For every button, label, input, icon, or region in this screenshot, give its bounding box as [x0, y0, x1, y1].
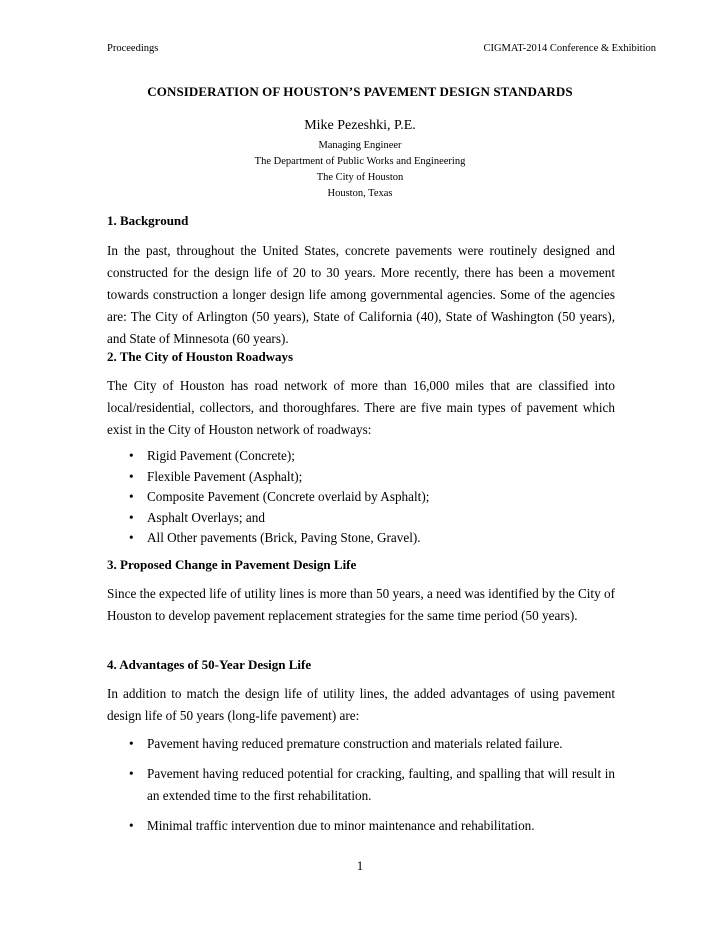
bullet-icon: •	[129, 736, 134, 751]
author-block	[0, 117, 720, 202]
author-title: Managing Engineer	[318, 140, 402, 151]
author-name: Mike Pezeshki, P.E.	[304, 118, 416, 133]
pavement-types-list	[107, 446, 615, 549]
section-proposed	[107, 556, 615, 573]
background-paragraph: In the past, throughout the United States, concrete pavements were routinely designed and constructed for the design life of 20 to 30 years. More recently, there has been a movement towards construction a longer design life among governmental agencies. Some of the agencies are: The City of Arlington (50 years), State of California (40), State of Washington (50 years), and State of Minnesota (60 years).	[107, 243, 615, 346]
list-item: • All Other pavements (Brick, Paving Stone, Gravel).	[107, 528, 615, 549]
list-item: • Asphalt Overlays; and	[107, 508, 615, 529]
paper-title: CONSIDERATION OF HOUSTON’S PAVEMENT DESIGN STANDARDS	[147, 84, 573, 99]
header-left: Proceedings	[107, 43, 159, 54]
proposed-paragraph: Since the expected life of utility lines is more than 50 years, a need was identified by the City of Houston to develop pavement replacement strategies for the same time period (50 years).	[107, 586, 615, 623]
bullet-icon: •	[129, 509, 134, 525]
list-item: • Pavement having reduced premature construction and materials related failure.	[107, 733, 615, 755]
bullet-icon: •	[129, 489, 134, 504]
author-location: Houston, Texas	[327, 188, 393, 199]
list-item: • Flexible Pavement (Asphalt);	[107, 467, 615, 488]
roadways-paragraph: The City of Houston has road network of more than 16,000 miles that are classified into local/residential, collectors, and thoroughfares. There are five main types of pavement which exist in the City of Houston network of roadways:	[107, 378, 615, 437]
section-heading: 3. Proposed Change in Pavement Design Life	[107, 557, 357, 572]
page-number: 1	[356, 858, 364, 873]
bullet-icon: •	[129, 468, 134, 484]
list-item: • Rigid Pavement (Concrete);	[107, 446, 615, 467]
bullet-icon: •	[129, 530, 134, 545]
section-background	[107, 212, 615, 229]
section-advantages	[107, 656, 615, 673]
advantages-list	[107, 733, 615, 845]
author-organization: The City of Houston	[316, 172, 404, 183]
section-heading: 2. The City of Houston Roadways	[107, 349, 294, 364]
section-roadways	[107, 348, 615, 365]
bullet-icon: •	[129, 766, 134, 781]
author-department: The Department of Public Works and Engineering	[254, 156, 466, 167]
bullet-icon: •	[129, 448, 134, 463]
header-right: CIGMAT-2014 Conference & Exhibition	[483, 43, 656, 54]
bullet-icon: •	[129, 818, 134, 833]
list-item: • Composite Pavement (Concrete overlaid by Asphalt);	[107, 487, 615, 508]
advantages-paragraph: In addition to match the design life of utility lines, the added advantages of using pavement design life of 50 years (long-life pavement) are:	[107, 686, 615, 723]
section-heading: 4. Advantages of 50-Year Design Life	[107, 657, 312, 672]
list-item: • Minimal traffic intervention due to minor maintenance and rehabilitation.	[107, 815, 615, 837]
list-item: • Pavement having reduced potential for cracking, faulting, and spalling that will result in an extended time to the first rehabilitation.	[107, 763, 615, 807]
section-heading: 1. Background	[107, 213, 189, 228]
